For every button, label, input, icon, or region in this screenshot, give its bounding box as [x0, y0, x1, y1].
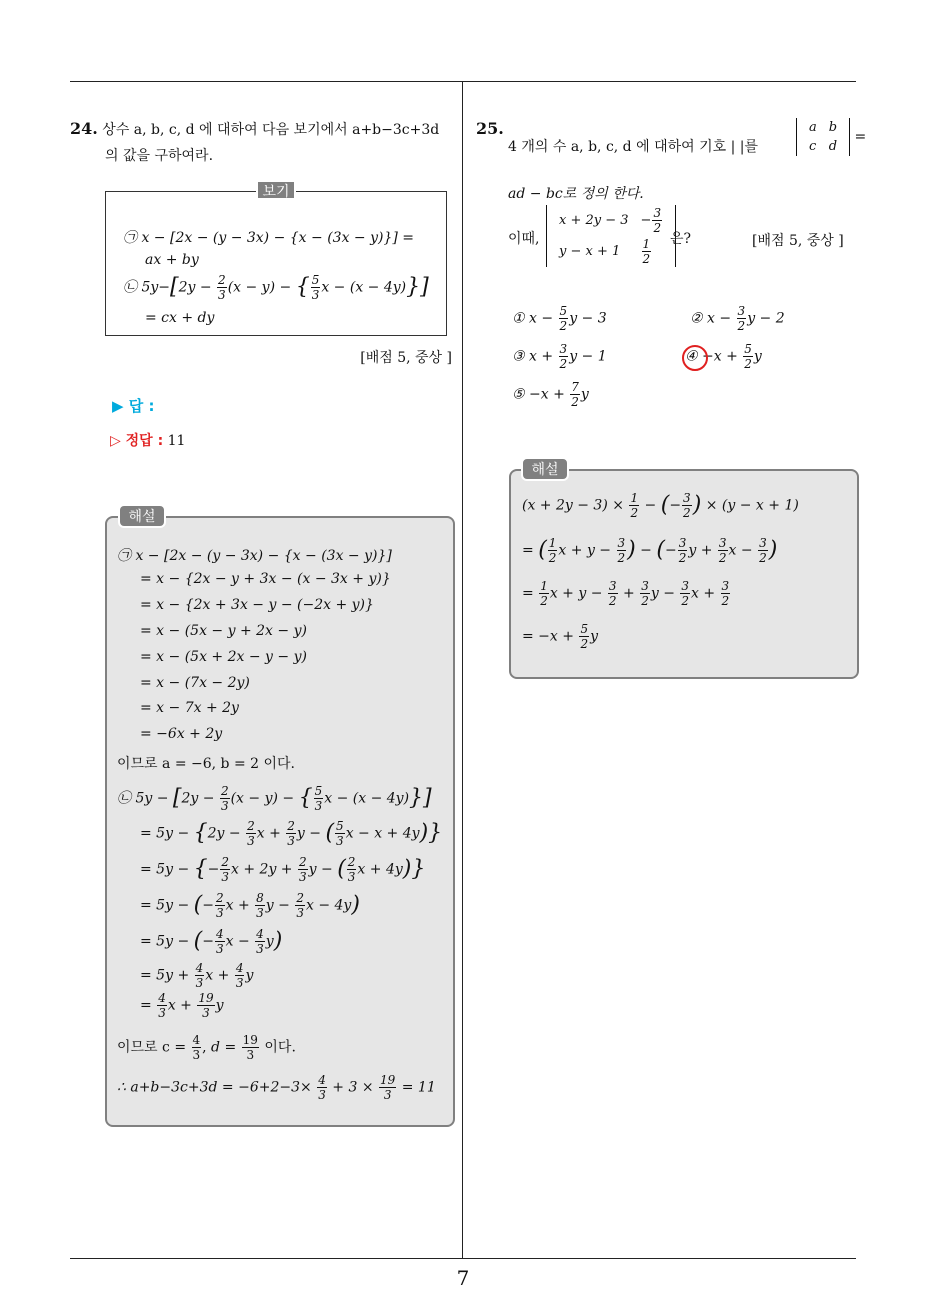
bogi-label: 보기 [256, 180, 296, 200]
q24-sol-line-9: ㉡ 5y − [2y − $\frac{2}{3}$ (x − y) − { $\frac{5}{3}$ x − (x − 4y)}] [117, 784, 432, 813]
q24-sol-line-3: = x − {2x + 3x − y − (−2x + y)} [140, 597, 374, 613]
q25-option-2[interactable]: ② x − $\frac{3}{2}$ y − 2 [690, 304, 785, 333]
q25-option-4[interactable]: ④ −x + $\frac{5}{2}$ y [685, 342, 762, 371]
bogi-item1-line1: ㉠ x − [2x − (y − 3x) − {x − (3x − y)}] = [123, 230, 415, 246]
bogi-item1-line2: ax + by [145, 252, 199, 268]
q24-solution-label: 해설 [118, 504, 166, 528]
q24-points: [배점 5, 중상 ] [360, 350, 452, 366]
q24-sol-line-13: = 5y − (− $\frac{4}{3}$ x − $\frac{4}{3}$ y) [140, 927, 283, 956]
q24-sol-line-1: ㉠ x − [2x − (y − 3x) − {x − (3x − y)}] [117, 548, 392, 564]
selected-answer-circle [682, 345, 708, 371]
q24-number: 24. [70, 119, 98, 138]
q24-sol-line-8: = −6x + 2y [140, 726, 223, 742]
q25-sol-line-2: = ( $\frac{1}{2}$ x + y − $\frac{3}{2}$ ) − (− $\frac{3}{2}$ y + $\frac{3}{2}$ x − $\frac{3}{2}$ ) [522, 536, 778, 565]
q24-sol-line-14: = 5y + $\frac{4}{3}$ x + $\frac{4}{3}$ y [140, 961, 254, 990]
q24-sol-line-11: = 5y − {− $\frac{2}{3}$ x + 2y + $\frac{2}{3}$ y − ( $\frac{2}{3}$ x + 4y)} [140, 855, 426, 884]
q25-stem-a: 4 개의 수 a, b, c, d 에 대하여 기호 | |를 [508, 139, 758, 155]
q25-option-1[interactable]: ① x − $\frac{5}{2}$ y − 3 [512, 304, 607, 333]
q24-sol-line-12: = 5y − (− $\frac{2}{3}$ x + $\frac{8}{3}$ y − $\frac{2}{3}$ x − 4y) [140, 891, 360, 920]
q24-sol-line-2: = x − {2x − y + 3x − (x − 3x + y)} [140, 571, 391, 587]
page-number: 7 [456, 1266, 470, 1290]
q24-sol-line-5: = x − (5x + 2x − y − y) [140, 649, 307, 665]
q25-sol-line-1: (x + 2y − 3) × $\frac{1}{2}$ − (− $\frac{3}{2}$ ) × (y − x + 1) [522, 491, 799, 520]
bogi-item2-line2: = cx + dy [145, 310, 215, 326]
q25-stem-c-suffix: 은? [670, 231, 692, 247]
q24-sol-mid: 이므로 a = −6, b = 2 이다. [117, 756, 295, 772]
bogi-item2-line1: ㉡ 5y−[2y − $\frac{2}{3}$ (x − y) − { $\frac{5}{3}$ x − (x − 4y)}] [123, 273, 429, 302]
q25-number: 25. [476, 119, 504, 138]
q25-points: [배점 5, 중상 ] [752, 233, 844, 249]
q24-stem-line1: 상수 a, b, c, d 에 대하여 다음 보기에서 a+b−3c+3d [102, 122, 440, 138]
q25-determinant-definition: a b c d = [796, 118, 866, 156]
q25-option-3[interactable]: ③ x + $\frac{3}{2}$ y − 1 [512, 342, 607, 371]
q24-sol-line-4: = x − (5x − y + 2x − y) [140, 623, 307, 639]
column-divider [462, 81, 463, 1258]
q24-stem-line2: 의 값을 구하여라. [105, 148, 214, 164]
q25-stem-c-prefix: 이때, [508, 231, 540, 247]
q24-correct-answer: ▷ 정답 : 11 [110, 433, 186, 449]
q24-answer-label: ▶ 답 : [112, 397, 155, 415]
q24-sol-end: 이므로 c = $\frac{4}{3}$ , d = $\frac{19}{3}$ 이다. [117, 1033, 296, 1062]
q24-sol-line-15: = $\frac{4}{3}$ x + $\frac{19}{3}$ y [140, 991, 224, 1020]
q24-sol-final: ∴ a+b−3c+3d = −6+2−3× $\frac{4}{3}$ + 3 × $\frac{19}{3}$ = 11 [117, 1073, 436, 1102]
q25-stem-b: ad − bc로 정의 한다. [508, 186, 644, 202]
top-rule [70, 81, 856, 82]
q25-matrix: x + 2y − 3 − $\frac{3}{2}$ y − x + 1 $\frac{1}{2}$ [546, 205, 676, 267]
q24-stem [70, 119, 439, 139]
q24-sol-line-6: = x − (7x − 2y) [140, 675, 250, 691]
q25-option-5[interactable]: ⑤ −x + $\frac{7}{2}$ y [512, 380, 589, 409]
q25-sol-line-3: = $\frac{1}{2}$ x + y − $\frac{3}{2}$ + $\frac{3}{2}$ y − $\frac{3}{2}$ x + $\frac{3}{2}$ [522, 579, 730, 608]
q25-sol-line-4: = −x + $\frac{5}{2}$ y [522, 622, 598, 651]
q24-sol-line-10: = 5y − {2y − $\frac{2}{3}$ x + $\frac{2}{3}$ y − ( $\frac{5}{3}$ x − x + 4y)} [140, 819, 443, 848]
q24-sol-line-7: = x − 7x + 2y [140, 700, 239, 716]
q25-solution-label: 해설 [521, 457, 569, 481]
bottom-rule [70, 1258, 856, 1259]
q24-correct-value: 11 [167, 433, 186, 449]
